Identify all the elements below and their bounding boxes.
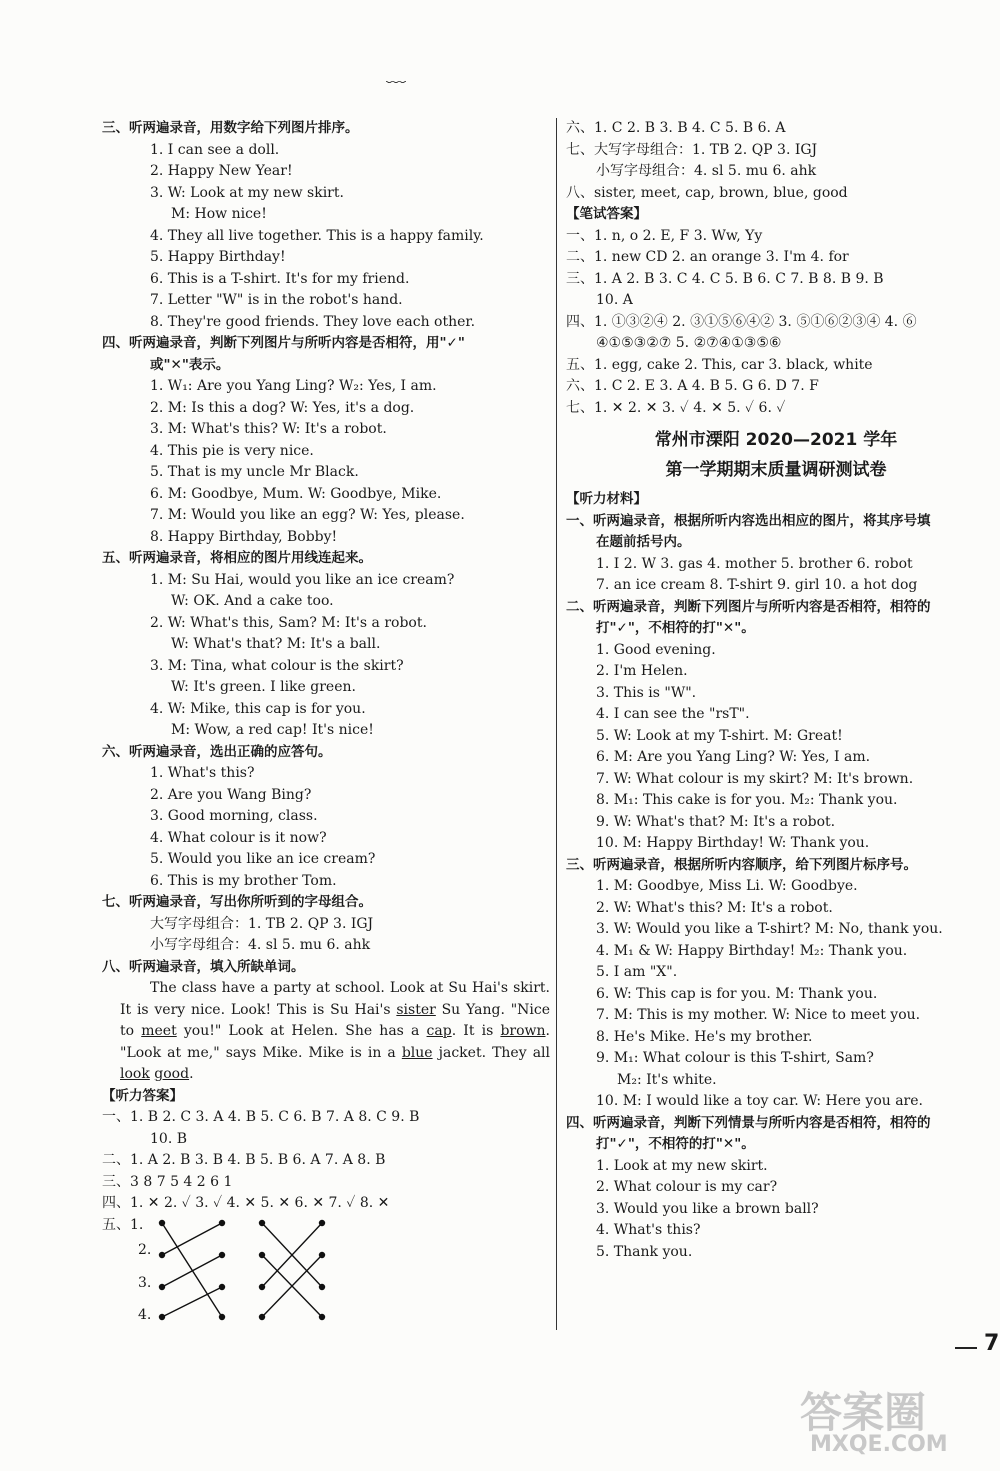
list-item: 5. Happy Birthday!	[150, 249, 286, 265]
paragraph-text: .	[189, 1066, 194, 1082]
watermark-url: MXQE.COM	[810, 1432, 948, 1457]
answer-line: 七、1. ✕ 2. ✕ 3. ✓ 4. ✕ 5. ✓ 6. ✓	[566, 399, 786, 416]
paragraph-text: The class have a party at school. Look at Su Hai's skirt. It is very nice. Look! This is Su Hai's	[120, 980, 550, 1018]
list-item: W: OK. And a cake too.	[171, 593, 334, 609]
answer-line: 一、1. n, o 2. E, F 3. Ww, Yy	[566, 227, 763, 244]
list-item: 1. W₁: Are you Yang Ling? W₂: Yes, I am.	[150, 378, 437, 394]
part-1-title: 一、听两遍录音，根据所听内容选出相应的图片，将其序号填	[566, 512, 931, 529]
answer-line: 三、3 8 7 5 4 2 6 1	[102, 1173, 233, 1190]
list-item: 3. W: Would you like a T-shirt? M: No, thank you.	[596, 921, 943, 937]
list-item: 6. W: This cap is for you. M: Thank you.	[596, 985, 878, 1002]
list-item: 5. W: Look at my T-shirt. M: Great!	[596, 727, 843, 744]
answer-line: 七、大写字母组合：1. TB 2. QP 3. IGJ	[566, 141, 818, 158]
list-item: M: Wow, a red cap! It's nice!	[171, 722, 374, 738]
match-label: 五、1.	[102, 1216, 144, 1233]
list-item: W: It's green. I like green.	[171, 679, 356, 695]
paper-title: 常州市溧阳 2020—2021 学年	[654, 430, 898, 450]
list-item: 4. W: Mike, this cap is for you.	[150, 700, 366, 717]
answer-line: 三、1. A 2. B 3. C 4. C 5. B 6. C 7. B 8. B 9. B	[566, 270, 884, 287]
matching-lines-diagram	[142, 1215, 402, 1335]
list-item: 4. M₁ & W: Happy Birthday! M₂: Thank you.	[596, 942, 908, 959]
list-item: 4. They all live together. This is a happy family.	[150, 227, 484, 244]
match-num: 3.	[138, 1274, 152, 1291]
answer-line: 一、1. B 2. C 3. A 4. B 5. C 6. B 7. A 8. C 9. B	[102, 1109, 420, 1125]
list-item: 1. Good evening.	[596, 641, 716, 658]
page-top-mark: ﹋	[386, 79, 406, 103]
section-5-title: 五、听两遍录音，将相应的图片用线连起来。	[102, 550, 372, 566]
paragraph-text: Su Yang. "Nice to	[120, 1001, 550, 1039]
list-item: 小写字母组合：4. sl 5. mu 6. ahk	[150, 937, 371, 953]
cloze-answer: look	[120, 1066, 150, 1082]
part-4-title: 四、听两遍录音，判断下列情景与所听内容是否相符，相符的	[566, 1114, 931, 1131]
list-item: 8. They're good friends. They love each other.	[150, 313, 476, 330]
list-item: M: How nice!	[171, 206, 267, 222]
list-item: 6. This is my brother Tom.	[150, 872, 337, 889]
column-divider	[556, 118, 557, 1330]
list-item: W: What's that? M: It's a ball.	[171, 636, 381, 652]
page-number: 7	[984, 1331, 1000, 1356]
answer-line: 小写字母组合：4. sl 5. mu 6. ahk	[596, 163, 817, 179]
list-item: 3. W: Look at my new skirt.	[150, 184, 344, 201]
list-item: 1. Look at my new skirt.	[596, 1157, 768, 1174]
part-1-title-cont: 在题前括号内。	[596, 534, 691, 550]
paragraph-text: jacket. They all	[432, 1044, 550, 1061]
cloze-answer: blue	[401, 1044, 433, 1061]
list-item: 7. W: What colour is my skirt? M: It's brown.	[596, 770, 914, 787]
page-number-dash	[955, 1347, 977, 1349]
watermark-logo: 答案圈	[800, 1388, 927, 1437]
listening-answers-title: 【听力答案】	[102, 1087, 183, 1104]
list-item: 8. He's Mike. He's my brother.	[596, 1028, 813, 1045]
answer-line: 二、1. new CD 2. an orange 3. I'm 4. for	[566, 249, 849, 265]
left-column	[102, 118, 550, 1335]
part-3-title: 三、听两遍录音，根据所听内容顺序，给下列图片标序号。	[566, 856, 917, 873]
list-item: 4. This pie is very nice.	[150, 442, 314, 459]
list-item: 5. Thank you.	[596, 1243, 693, 1260]
list-item: 2. W: What's this? M: It's a robot.	[596, 899, 833, 916]
list-item: 6. M: Goodbye, Mum. W: Goodbye, Mike.	[150, 485, 442, 502]
list-item: 9. W: What's that? M: It's a robot.	[596, 813, 836, 830]
part-2-title-cont: 打"✓"，不相符的打"✕"。	[596, 620, 755, 636]
list-item: 9. M₁: What colour is this T-shirt, Sam?	[596, 1050, 874, 1066]
cloze-answer: good	[154, 1066, 190, 1082]
list-item: 1. M: Su Hai, would you like an ice cream?	[150, 571, 455, 588]
list-item: 3. M: Tina, what colour is the skirt?	[150, 657, 404, 674]
answer-line: 10. A	[596, 292, 633, 308]
answer-line: 六、1. C 2. B 3. B 4. C 5. B 6. A	[566, 120, 786, 136]
list-item: 大写字母组合：1. TB 2. QP 3. IGJ	[150, 915, 374, 932]
section-7-title: 七、听两遍录音，写出你所听到的字母组合。	[102, 894, 372, 910]
list-item: 8. M₁: This cake is for you. M₂: Thank you.	[596, 792, 898, 808]
list-item: 1. M: Goodbye, Miss Li. W: Goodbye.	[596, 878, 858, 894]
list-item: 5. I am "X".	[596, 964, 678, 980]
list-item: 2. Are you Wang Bing?	[150, 786, 312, 803]
answer-line: 二、1. A 2. B 3. B 4. B 5. B 6. A 7. A 8. B	[102, 1152, 386, 1168]
cloze-answer: brown	[500, 1023, 546, 1039]
list-item: 10. M: I would like a toy car. W: Here you are.	[596, 1093, 923, 1109]
list-item: 4. I can see the "rsT".	[596, 706, 750, 722]
section-8-title: 八、听两遍录音，填入所缺单词。	[102, 958, 305, 975]
written-answers-title: 【笔试答案】	[566, 206, 647, 222]
match-num: 2.	[138, 1241, 152, 1258]
list-item: 3. Would you like a brown ball?	[596, 1200, 819, 1217]
section-4-title-cont: 或"✕"表示。	[150, 356, 230, 373]
list-item: 4. What's this?	[596, 1222, 701, 1238]
answer-line: 10. B	[150, 1130, 188, 1147]
matching-answer	[102, 1215, 550, 1335]
list-item: 7. M: Would you like an egg? W: Yes, please.	[150, 507, 465, 523]
list-item: 2. I'm Helen.	[596, 663, 688, 679]
paper-subtitle: 第一学期期末质量调研测试卷	[665, 460, 887, 480]
list-item: 5. That is my uncle Mr Black.	[150, 464, 359, 480]
list-item: 4. What colour is it now?	[150, 829, 327, 846]
list-item: 2. M: Is this a dog? W: Yes, it's a dog.	[150, 399, 415, 416]
list-item: 2. Happy New Year!	[150, 163, 293, 179]
list-item: 7. Letter "W" is in the robot's hand.	[150, 292, 403, 308]
cloze-paragraph	[120, 978, 550, 1086]
list-item: 8. Happy Birthday, Bobby!	[150, 528, 338, 545]
listening-material-title: 【听力材料】	[566, 491, 647, 507]
answer-line: 六、1. C 2. E 3. A 4. B 5. G 6. D 7. F	[566, 378, 819, 394]
list-item: 5. Would you like an ice cream?	[150, 851, 376, 867]
list-item: 2. W: What's this, Sam? M: It's a robot.	[150, 614, 427, 631]
answer-line: 八、sister, meet, cap, brown, blue, good	[566, 184, 848, 201]
paragraph-text: you!" Look at Helen. She has a	[176, 1023, 427, 1039]
list-item: 7. an ice cream 8. T-shirt 9. girl 10. a hot dog	[596, 577, 918, 593]
list-item: M₂: It's white.	[617, 1071, 717, 1088]
paragraph-text: . "Look at me," says Mike. Mike is in a	[120, 1023, 550, 1061]
paragraph-text: . It is	[451, 1023, 501, 1039]
list-item: 6. M: Are you Yang Ling? W: Yes, I am.	[596, 749, 871, 765]
cloze-answer: sister	[396, 1001, 436, 1018]
part-4-title-cont: 打"✓"，不相符的打"✕"。	[596, 1136, 755, 1152]
answer-line: 四、1. ✕ 2. ✓ 3. ✓ 4. ✕ 5. ✕ 6. ✕ 7. ✓ 8. ✕	[102, 1195, 390, 1211]
right-column	[566, 118, 986, 1263]
list-item: 3. M: What's this? W: It's a robot.	[150, 421, 387, 437]
part-2-title: 二、听两遍录音，判断下列图片与所听内容是否相符，相符的	[566, 598, 931, 615]
match-num: 4.	[138, 1306, 152, 1323]
answer-line: 四、1. ①③②④ 2. ③①⑤⑥④② 3. ⑤①⑥②③④ 4. ⑥	[566, 313, 917, 330]
list-item: 7. M: This is my mother. W: Nice to meet you.	[596, 1007, 921, 1023]
cloze-answer: cap	[426, 1023, 452, 1039]
section-4-title: 四、听两遍录音，判断下列图片与所听内容是否相符，用"✓"	[102, 335, 465, 351]
list-item: 1. I can see a doll.	[150, 141, 280, 158]
list-item: 2. What colour is my car?	[596, 1179, 778, 1195]
list-item: 6. This is a T-shirt. It's for my friend.	[150, 270, 410, 287]
list-item: 10. M: Happy Birthday! W: Thank you.	[596, 835, 870, 851]
section-3-title: 三、听两遍录音，用数字给下列图片排序。	[102, 120, 359, 136]
list-item: 3. This is "W".	[596, 684, 697, 701]
cloze-answer: meet	[141, 1023, 177, 1039]
list-item: 3. Good morning, class.	[150, 808, 318, 824]
list-item: 1. What's this?	[150, 765, 255, 781]
answer-line: 五、1. egg, cake 2. This, car 3. black, white	[566, 356, 873, 373]
list-item: 1. I 2. W 3. gas 4. mother 5. brother 6. robot	[596, 555, 913, 572]
answer-line: ④①⑤③②⑦ 5. ②⑦④①③⑤⑥	[596, 335, 782, 351]
section-6-title: 六、听两遍录音，选出正确的应答句。	[102, 743, 332, 760]
